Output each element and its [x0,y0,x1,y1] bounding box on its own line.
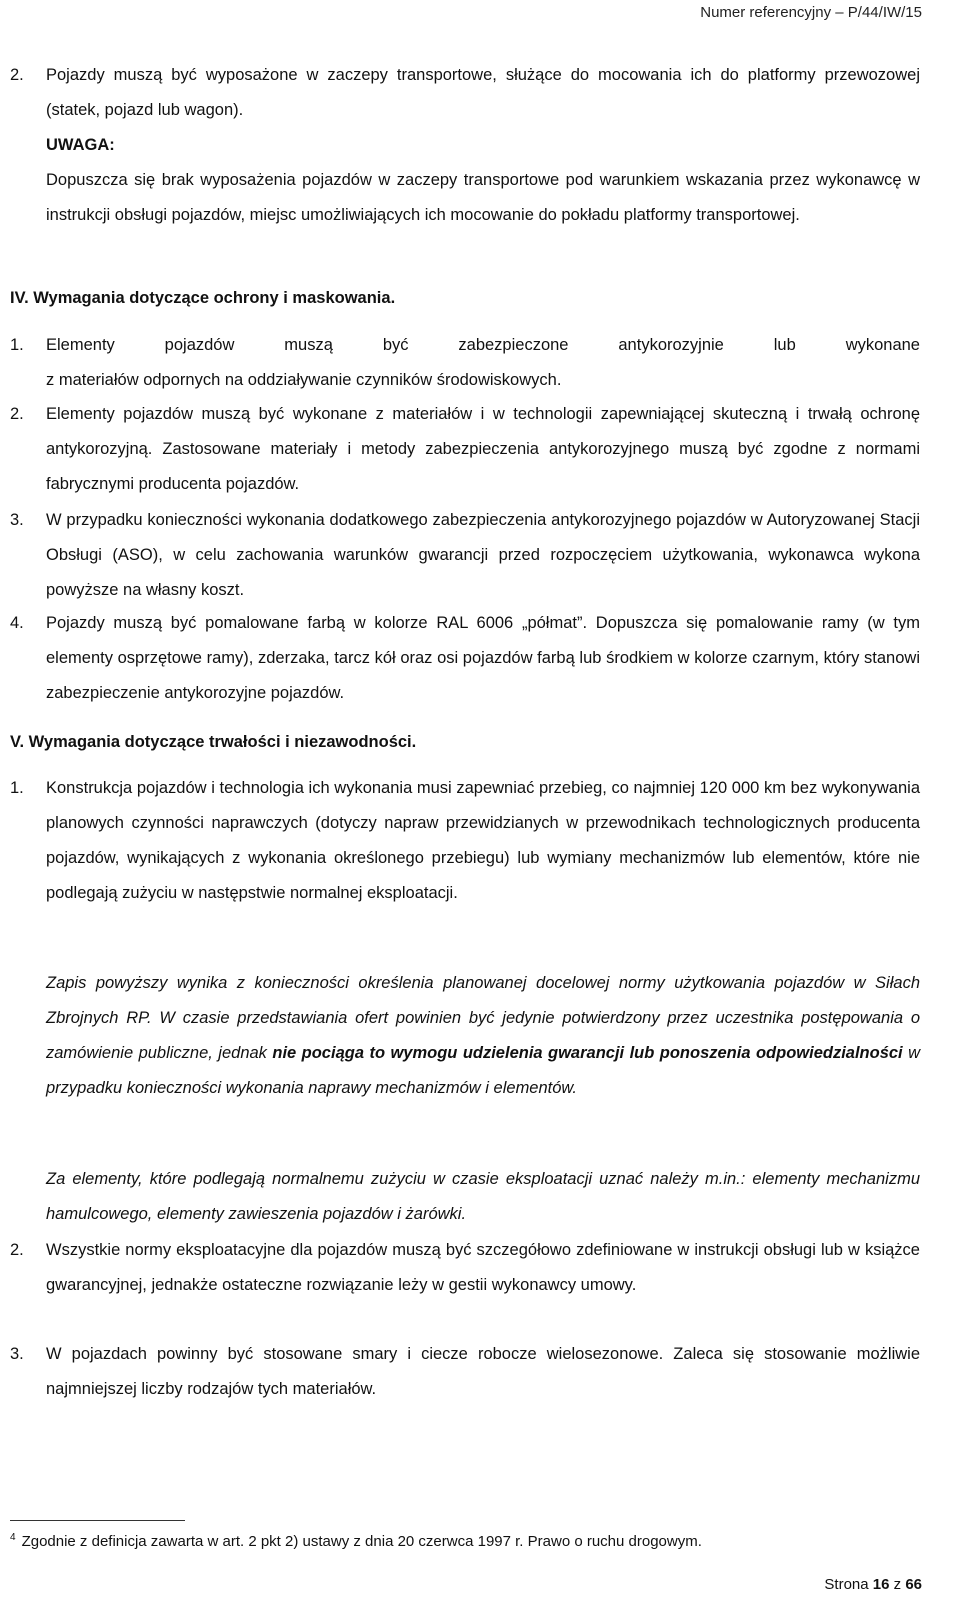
page-number-label: Strona [824,1576,869,1593]
list-item-transport-hooks [10,58,920,233]
list-item-iv-1 [10,328,920,398]
list-item-iv-4 [10,606,920,711]
footnote-separator [10,1520,185,1521]
page-number [824,1576,922,1593]
item-text: Pojazdy muszą być pomalowane farbą w kolorze RAL 6006 „półmat”. Dopuszcza się pomalowanie ramy (w tym elementy osprzętowe ramy), zderzaka, tarcz kół oraz osi pojazdów farbą lub środkiem w kolorze czarnym, który stanowi zabezpieczenie antykorozyjne pojazdów. [46,614,920,702]
page-number-current: 16 [872,1576,890,1593]
note-paragraph-wear-elements: Za elementy, które podlegają normalnemu zużyciu w czasie eksploatacji uznać należy m.in.: elementy mechanizmu hamulcowego, elementy zawieszenia pojazdów i żarówki. [46,1170,920,1223]
item-number: 3. [10,511,24,529]
item-text: Wszystkie normy eksploatacyjne dla pojazdów muszą być szczegółowo zdefiniowane w instrukcji obsługi lub w książce gwarancyjnej, jednakże ostateczne rozwiązanie leży w gestii wykonawcy umowy. [46,1241,920,1294]
item-text: W przypadku konieczności wykonania dodatkowego zabezpieczenia antykorozyjnego pojazdów w Autoryzowanej Stacji Obsługi (ASO), w celu zachowania warunków gwarancji przed rozpoczęciem użytkowania, wykonawca wykona powyższe na własny koszt. [46,511,920,599]
page-number-total: 66 [905,1576,922,1593]
item-text: Pojazdy muszą być wyposażone w zaczepy transportowe, służące do mocowania ich do platformy przewozowej (statek, pojazd lub wagon). [46,66,920,119]
page-number-sep: z [893,1576,902,1593]
item-number: 2. [10,405,24,423]
item-text: W pojazdach powinny być stosowane smary i ciecze robocze wielosezonowe. Zaleca się stosowanie możliwie najmniejszej liczby rodzajów tych materiałów. [46,1345,920,1398]
list-item-iv-2 [10,397,920,502]
note-paragraph-usage-norm [46,966,920,1106]
item-number: 3. [10,1345,24,1363]
note-text-bold: nie pociąga to wymogu udzielenia gwarancji lub ponoszenia odpowiedzialności [272,1044,903,1062]
reference-number: Numer referencyjny – P/44/IW/15 [700,4,922,21]
note-label: UWAGA: [46,136,115,154]
list-item-v-1 [10,771,920,911]
footnote-text: Zgodnie z definicja zawarta w art. 2 pkt 2) ustawy z dnia 20 czerwca 1997 r. Prawo o ruchu drogowym. [21,1533,702,1550]
note-text: Dopuszcza się brak wyposażenia pojazdów w zaczepy transportowe pod warunkiem wskazania przez wykonawcę w instrukcji obsługi pojazdów, miejsc umożliwiających ich mocowanie do pokładu platformy transportowej. [46,171,920,224]
list-item-v-2 [10,1233,920,1303]
item-number: 1. [10,336,24,354]
footnote-marker: 4 [10,1532,16,1543]
list-item-iv-3 [10,503,920,608]
section-heading-iv: IV. Wymagania dotyczące ochrony i maskowania. [10,289,396,307]
note-text-part1: Zapis powyższy wynika z konieczności określenia planowanej docelowej normy użytkowania pojazdów w Siłach Zbrojnych RP. W czasie przedstawiania ofert powinien być jedynie potwierdzony przez uczestnika postępowania o zamówienie publiczne, jednak [46,974,920,1062]
item-text: Konstrukcja pojazdów i technologia ich wykonania musi zapewniać przebieg, co najmniej 120 000 km bez wykonywania planowych czynności naprawczych (dotyczy napraw przewidzianych w przewodnikach technologicznych producenta pojazdów, wynikających z wykonania określonego przebiegu) lub wymiany mechanizmów lub elementów, które nie podlegają zużyciu w następstwie normalnej eksploatacji. [46,779,920,902]
list-item-v-3 [10,1337,920,1407]
item-number: 1. [10,779,24,797]
item-text-line1: Elementy pojazdów muszą być zabezpieczone antykorozyjnie lub wykonane [46,336,920,354]
section-heading-v: V. Wymagania dotyczące trwałości i niezawodności. [10,733,417,751]
item-text-line2: z materiałów odpornych na oddziaływanie czynników środowiskowych. [46,371,562,389]
item-number: 2. [10,1241,24,1259]
note-text-part2: w przypadku konieczności wykonania naprawy mechanizmów i elementów. [46,1044,920,1097]
item-text: Elementy pojazdów muszą być wykonane z materiałów i w technologii zapewniającej skuteczną i trwałą ochronę antykorozyjną. Zastosowane materiały i metody zabezpieczenia antykorozyjnego muszą być zgodne z normami fabrycznymi producenta pojazdów. [46,405,920,493]
footnote [10,1526,702,1554]
item-number: 2. [10,66,24,84]
item-number: 4. [10,614,24,632]
